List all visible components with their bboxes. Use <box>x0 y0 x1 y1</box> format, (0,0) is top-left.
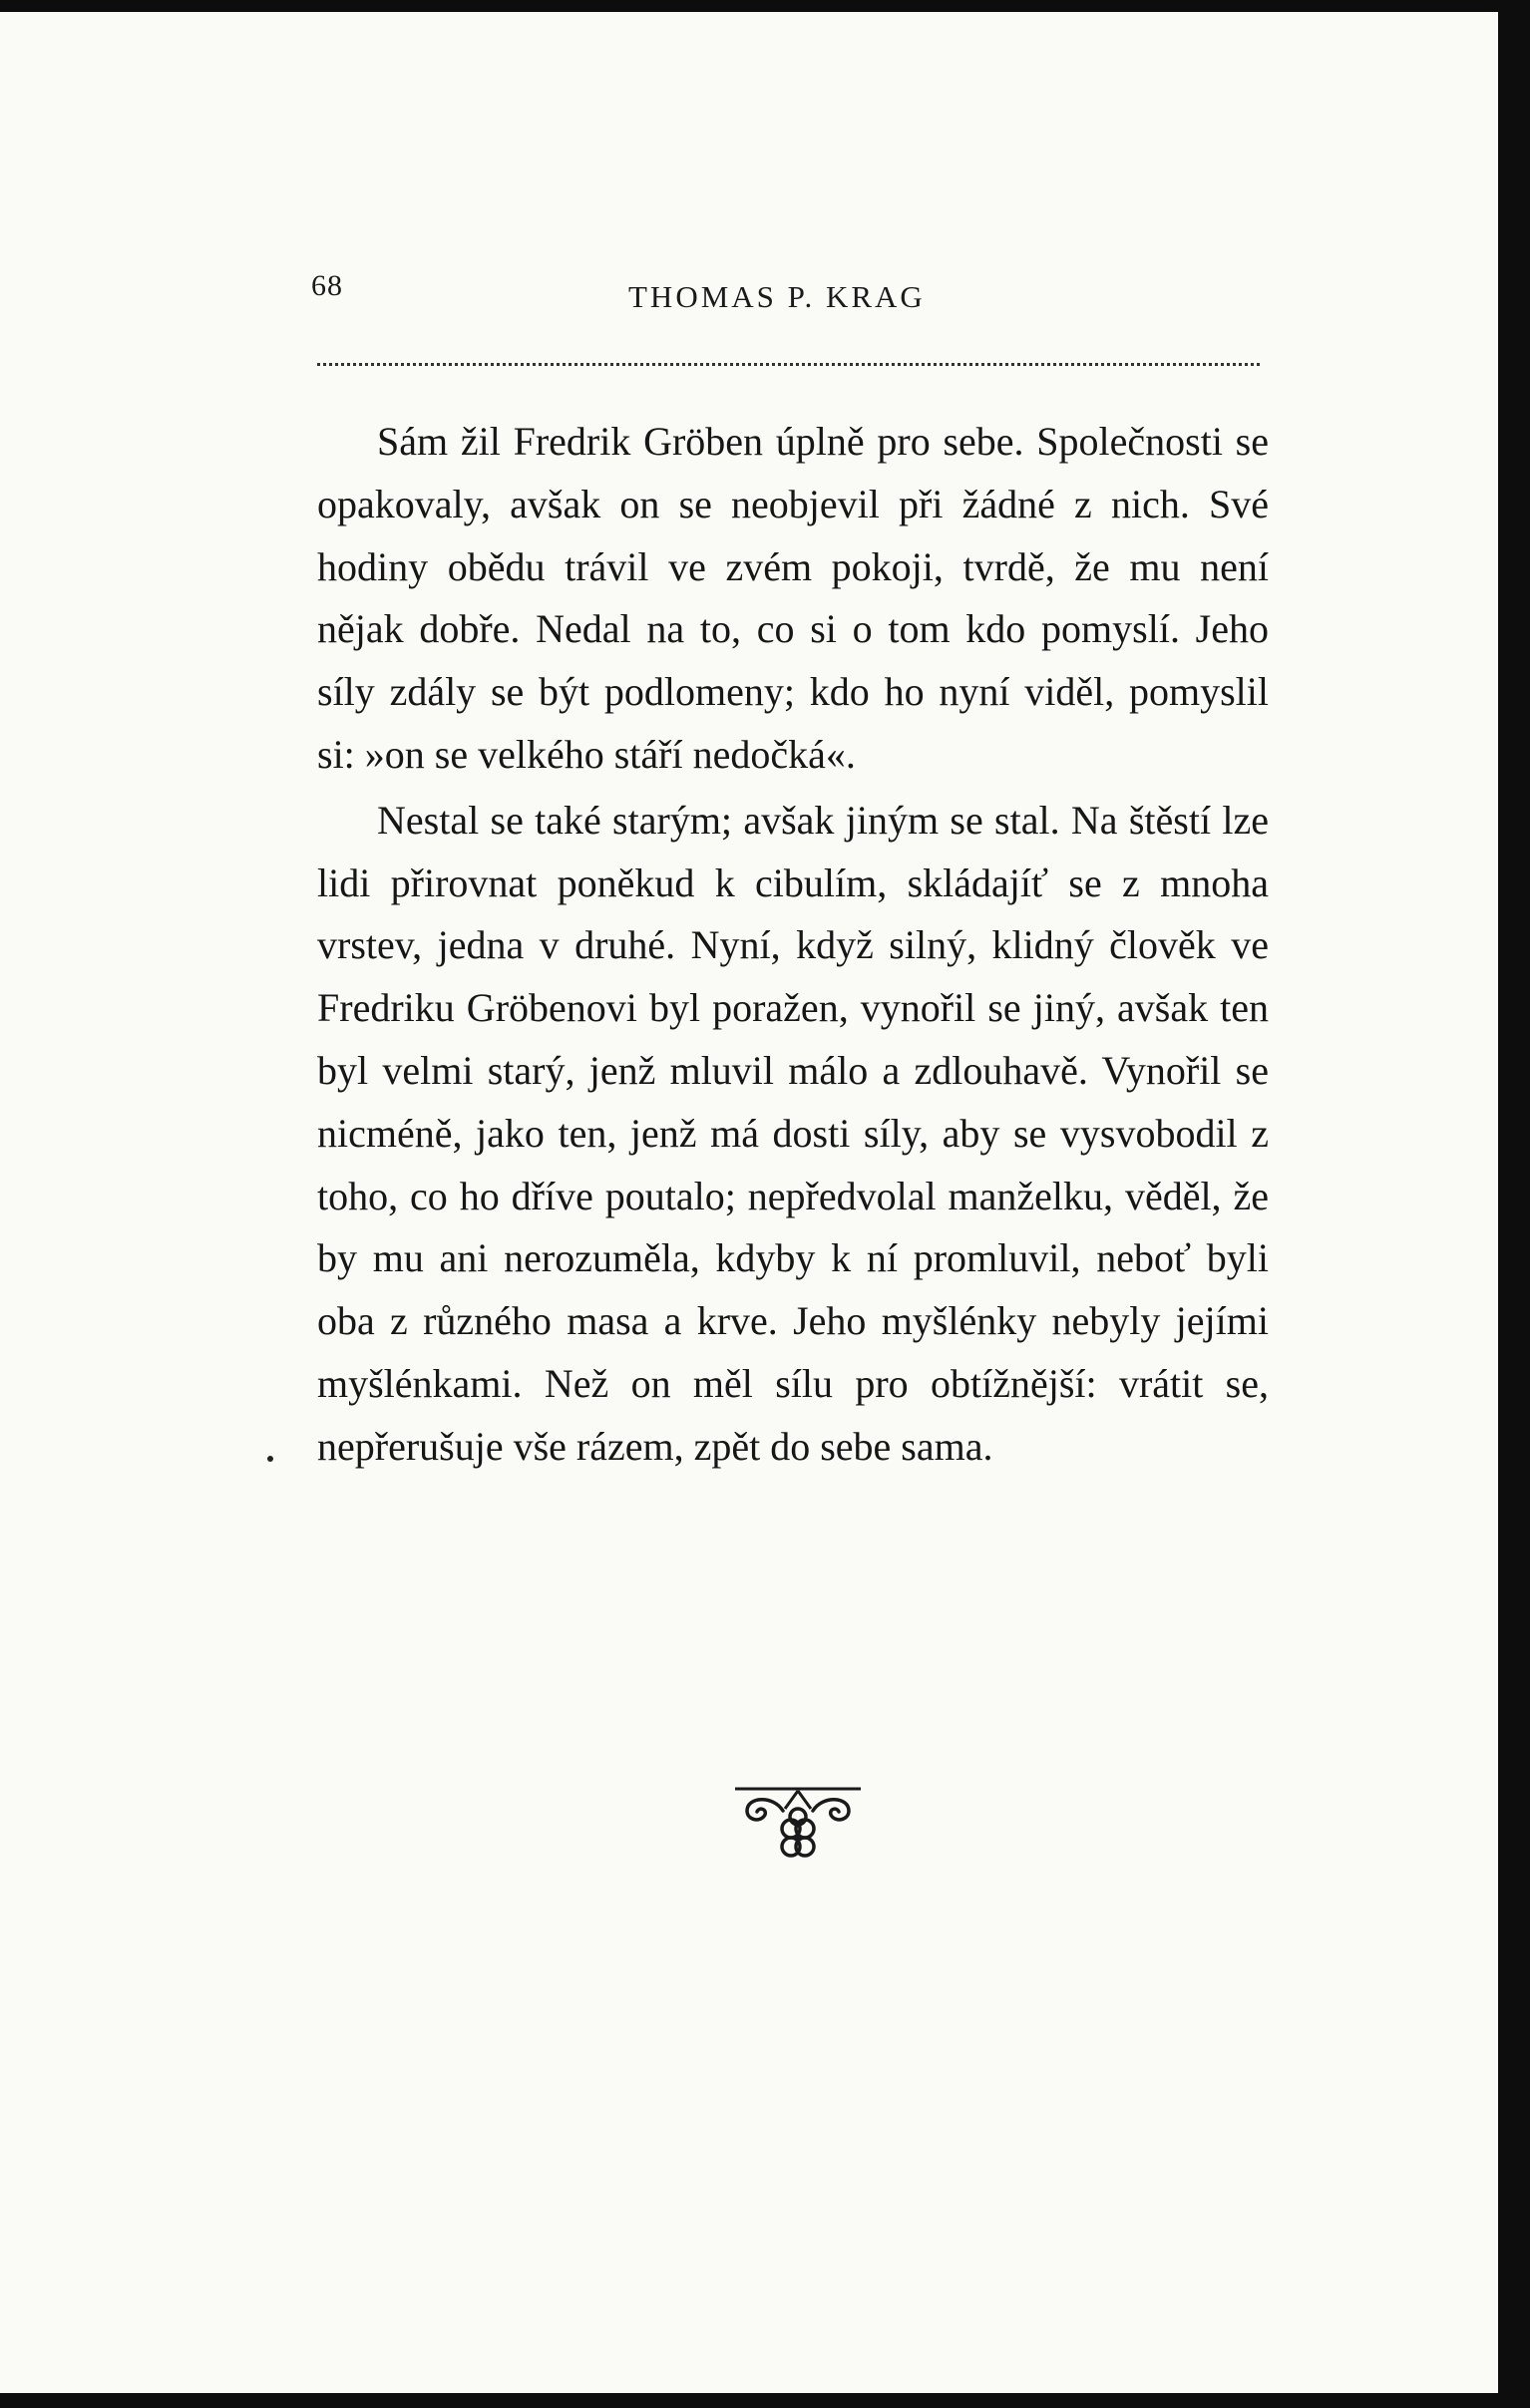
paragraph: Sám žil Fredrik Gröben úplně pro sebe. Společnosti se opakovaly, avšak on se neobjevil při žádné z nich. Své hodiny obědu trávil ve zvém pokoji, tvrdě, že mu není nějak dobře. Nedal na to, co si o tom kdo pomyslí. Jeho síly zdály se být podlomeny; kdo ho nyní viděl, pomyslil si: »on se velkého stáří nedočká«. <box>317 419 1269 777</box>
scan-edge-top <box>0 0 1498 12</box>
paragraph: Nestal se také starým; avšak jiným se stal. Na štěstí lze lidi přirovnat poněkud k cibulím, skládajíť se z mnoha vrstev, jedna v druhé. Nyní, když silný, klidný člověk ve Fredriku Gröbenovi byl poražen, vynořil se jiný, avšak ten byl velmi starý, jenž mluvil málo a zdlouhavě. Vynořil se nicméně, jako ten, jenž má dosti síly, aby se vysvobodil z toho, co ho dříve poutalo; nepředvolal manželku, věděl, že by mu ani nerozuměla, kdyby k ní promluvil, neboť byli oba z různého masa a krve. Jeho myšlénky nebyly jejími myšlénkami. Než on měl sílu pro obtížnější: vrátit se, nepřerušuje vše rázem, zpět do sebe sama. <box>317 797 1269 1469</box>
body-text <box>317 411 1269 1479</box>
print-speck <box>267 1456 273 1462</box>
page-number: 68 <box>311 269 343 302</box>
header-rule <box>317 363 1260 366</box>
running-head: THOMAS P. KRAG <box>628 279 926 314</box>
scan-edge-bottom <box>0 2393 1530 2408</box>
scan-edge-right <box>1498 0 1530 2408</box>
floral-tailpiece-icon <box>733 1785 863 1875</box>
